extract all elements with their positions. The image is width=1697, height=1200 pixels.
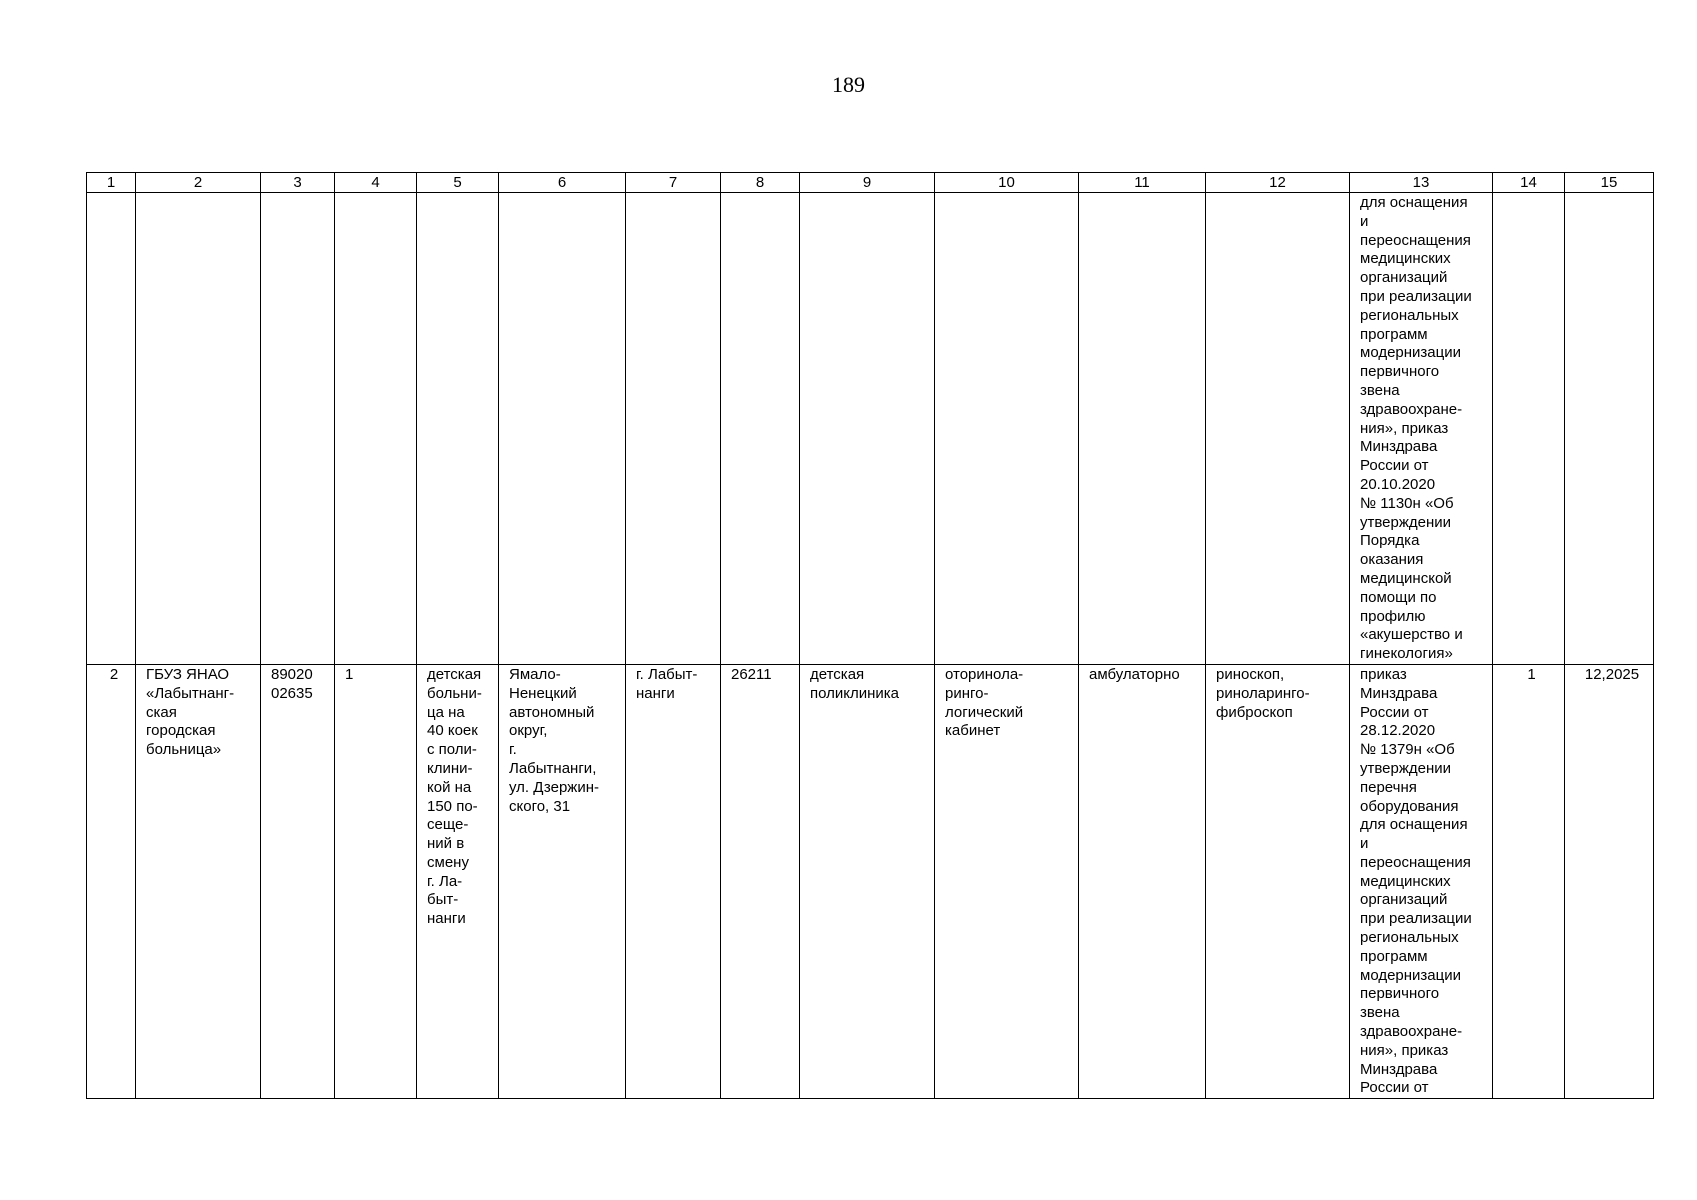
column-header-4: 4 (335, 173, 417, 193)
column-header-12: 12 (1206, 173, 1350, 193)
column-header-2: 2 (136, 173, 261, 193)
cell-empty (136, 193, 261, 665)
column-header-10: 10 (935, 173, 1079, 193)
column-header-9: 9 (800, 173, 935, 193)
inn-value: 89020 02635 (271, 665, 313, 702)
organization-name: ГБУЗ ЯНАО «Лабытнанг- ская городская больница» (146, 665, 235, 759)
cabinet-text: оторинола- ринго- логический кабинет (945, 665, 1024, 740)
cell-city (626, 664, 721, 1098)
cell-empty (261, 193, 335, 665)
equipment-table (86, 172, 1654, 1099)
column-header-14: 14 (1493, 173, 1565, 193)
cell-empty (935, 193, 1079, 665)
cell-empty (626, 193, 721, 665)
column-header-15: 15 (1565, 173, 1654, 193)
cell-empty (417, 193, 499, 665)
cell-equipment (1206, 664, 1350, 1098)
quantity-value: 1 (1527, 665, 1536, 683)
page-number: 189 (832, 72, 865, 97)
column-header-7: 7 (626, 173, 721, 193)
cell-quantity (1493, 664, 1565, 1098)
column-header-11: 11 (1079, 173, 1206, 193)
cell-empty (87, 193, 136, 665)
column-header-6: 6 (499, 173, 626, 193)
cell-row-number (87, 664, 136, 1098)
equipment-text: риноскоп, риноларинго- фиброскоп (1216, 665, 1310, 721)
cell-date (1565, 664, 1654, 1098)
cell-facility (417, 664, 499, 1098)
cell-empty (499, 193, 626, 665)
table-row-continuation (87, 193, 1654, 665)
column-header-3: 3 (261, 173, 335, 193)
cell-address (499, 664, 626, 1098)
cell-empty (335, 193, 417, 665)
cell-col4 (335, 664, 417, 1098)
row-number: 2 (109, 665, 119, 683)
cell-empty (1565, 193, 1654, 665)
column-header-1: 1 (87, 173, 136, 193)
cell-cabinet (935, 664, 1079, 1098)
date-value: 12,2025 (1584, 665, 1640, 683)
column-header-8: 8 (721, 173, 800, 193)
cell-inn (261, 664, 335, 1098)
cell-unit (800, 664, 935, 1098)
column-header-13: 13 (1350, 173, 1493, 193)
cell-empty (1493, 193, 1565, 665)
cell-regulation-continued (1350, 193, 1493, 665)
unit-text: детская поликлиника (810, 665, 900, 702)
col4-value: 1 (345, 665, 354, 683)
care-type-text: амбулаторно (1089, 665, 1180, 683)
cell-empty (1206, 193, 1350, 665)
cell-organization (136, 664, 261, 1098)
cell-empty (1079, 193, 1206, 665)
column-header-5: 5 (417, 173, 499, 193)
regulation-text: приказ Минздрава России от 28.12.2020 № 1379н «Об утверждении перечня оборудования для оснащения и переоснащения медицинских организаций при реализации региональных программ модернизации первичного звена здравоохране- ния», приказ Минздрава России от (1360, 665, 1472, 1097)
cell-empty (800, 193, 935, 665)
address-text: Ямало- Ненецкий автономный округ, г. Лабытнанги, ул. Дзержин- ского, 31 (509, 665, 599, 815)
cell-empty (721, 193, 800, 665)
table-row (87, 664, 1654, 1098)
cell-code (721, 664, 800, 1098)
cell-care-type (1079, 664, 1206, 1098)
city-text: г. Лабыт- нанги (636, 665, 698, 702)
regulation-text: для оснащения и переоснащения медицинских организаций при реализации региональных программ модернизации первичного звена здравоохране- ния», приказ Минздрава России от 20.10.2020 № 1130н «Об утверждении Порядка оказания медицинской помощи по профилю «акушерство и гинекология» (1360, 194, 1472, 663)
facility-description: детская больни- ца на 40 коек с поли- клини- кой на 150 по- сеще- ний в смену г. Ла- быт- нанги (427, 665, 482, 928)
header-row (87, 173, 1654, 193)
cell-regulation (1350, 664, 1493, 1098)
code-value: 26211 (731, 665, 772, 683)
